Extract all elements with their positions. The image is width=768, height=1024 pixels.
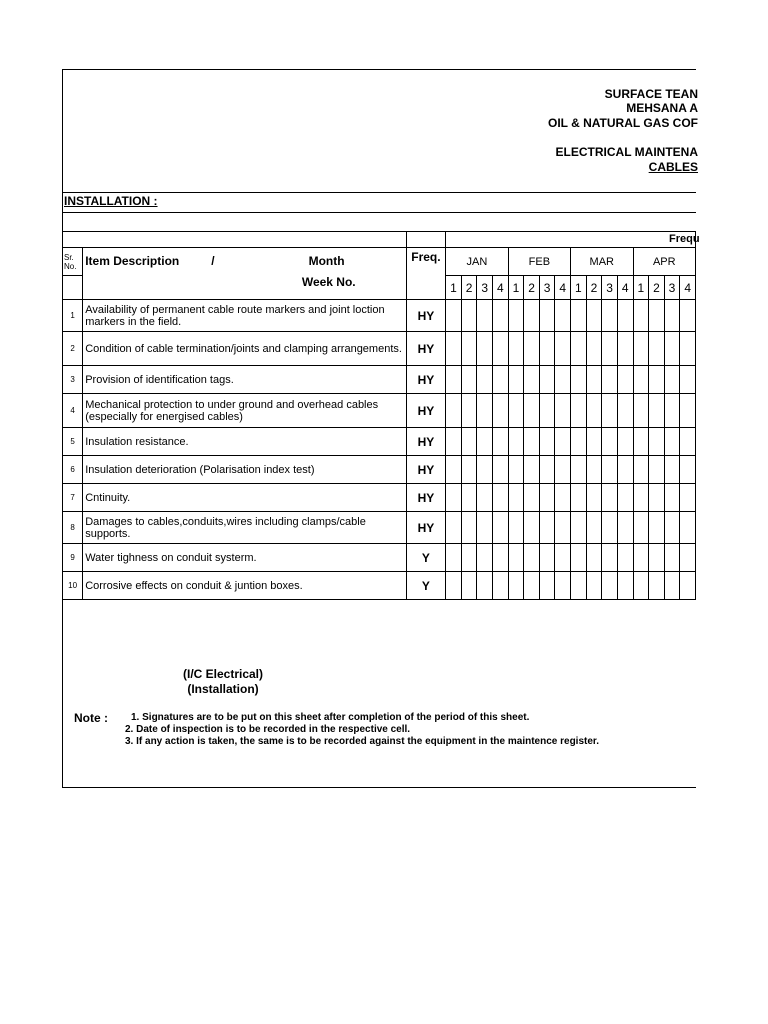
row-frequency: HY (406, 456, 446, 484)
inspection-date-cell[interactable] (680, 484, 696, 512)
month-label: Month (308, 254, 345, 269)
row-frequency: HY (406, 512, 446, 544)
freq-header: Freq. (406, 248, 446, 300)
row-sr-no: 9 (63, 544, 83, 572)
inspection-date-cell[interactable] (493, 572, 509, 600)
inspection-date-cell[interactable] (555, 484, 571, 512)
row-sr-no: 3 (63, 366, 83, 394)
table-row (63, 572, 696, 600)
inspection-date-cell[interactable] (602, 332, 618, 366)
inspection-date-cell[interactable] (477, 428, 493, 456)
inspection-date-cell[interactable] (524, 456, 540, 484)
inspection-date-cell[interactable] (508, 366, 524, 394)
week-number: 1 (633, 276, 649, 300)
inspection-date-cell[interactable] (539, 544, 555, 572)
inspection-date-cell[interactable] (586, 332, 602, 366)
inspection-date-cell[interactable] (477, 484, 493, 512)
sr-no-label: Sr. No. (64, 252, 77, 271)
signature-line-2: (Installation) (187, 682, 259, 696)
inspection-date-cell[interactable] (493, 484, 509, 512)
week-number: 2 (524, 276, 540, 300)
week-number: 4 (555, 276, 571, 300)
inspection-date-cell[interactable] (680, 428, 696, 456)
row-description: Water tighness on conduit systerm. (83, 544, 406, 572)
inspection-date-cell[interactable] (493, 300, 509, 332)
inspection-date-cell[interactable] (586, 544, 602, 572)
row-description: Provision of identification tags. (83, 366, 406, 394)
inspection-date-cell[interactable] (664, 428, 680, 456)
inspection-date-cell[interactable] (680, 300, 696, 332)
table-row (63, 544, 696, 572)
inspection-date-cell[interactable] (649, 332, 665, 366)
note-label: Note : (74, 711, 108, 725)
inspection-date-cell[interactable] (555, 572, 571, 600)
inspection-date-cell[interactable] (602, 428, 618, 456)
inspection-date-cell[interactable] (524, 366, 540, 394)
row-sr-no: 2 (63, 332, 83, 366)
row-frequency: HY (406, 300, 446, 332)
inspection-date-cell[interactable] (571, 572, 587, 600)
week-number: 4 (493, 276, 509, 300)
inspection-date-cell[interactable] (586, 300, 602, 332)
inspection-date-cell[interactable] (617, 366, 633, 394)
row-description: Mechanical protection to under ground and overhead cables (especially for energised cables) (83, 394, 406, 428)
inspection-date-cell[interactable] (649, 300, 665, 332)
blank-cell (406, 232, 446, 248)
row-description: Condition of cable termination/joints and clamping arrangements. (83, 332, 406, 366)
inspection-date-cell[interactable] (477, 332, 493, 366)
inspection-date-cell[interactable] (539, 428, 555, 456)
inspection-date-cell[interactable] (477, 512, 493, 544)
inspection-date-cell[interactable] (571, 300, 587, 332)
inspection-date-cell[interactable] (446, 300, 462, 332)
inspection-date-cell[interactable] (649, 456, 665, 484)
inspection-date-cell[interactable] (602, 456, 618, 484)
inspection-date-cell[interactable] (664, 332, 680, 366)
inspection-date-cell[interactable] (477, 394, 493, 428)
row-frequency: HY (406, 394, 446, 428)
row-sr-no: 4 (63, 394, 83, 428)
inspection-date-cell[interactable] (493, 456, 509, 484)
item-description-header (83, 248, 406, 276)
inspection-date-cell[interactable] (602, 572, 618, 600)
row-frequency: HY (406, 366, 446, 394)
inspection-date-cell[interactable] (555, 300, 571, 332)
frequency-header: Frequ (669, 233, 700, 245)
inspection-date-cell[interactable] (664, 484, 680, 512)
inspection-date-cell[interactable] (493, 366, 509, 394)
week-number: 1 (508, 276, 524, 300)
inspection-date-cell[interactable] (477, 456, 493, 484)
inspection-date-cell[interactable] (649, 572, 665, 600)
month-header-apr: APR (633, 248, 696, 276)
inspection-date-cell[interactable] (617, 300, 633, 332)
week-number: 4 (617, 276, 633, 300)
table-row (63, 456, 696, 484)
row-frequency: Y (406, 544, 446, 572)
inspection-date-cell[interactable] (586, 366, 602, 394)
inspection-date-cell[interactable] (617, 484, 633, 512)
inspection-date-cell[interactable] (571, 512, 587, 544)
inspection-date-cell[interactable] (461, 428, 477, 456)
inspection-date-cell[interactable] (571, 484, 587, 512)
inspection-date-cell[interactable] (680, 544, 696, 572)
inspection-date-cell[interactable] (602, 394, 618, 428)
inspection-date-cell[interactable] (508, 512, 524, 544)
note-item-3: 3. If any action is taken, the same is to be recorded against the equipment in the maintence register. (125, 736, 600, 747)
inspection-date-cell[interactable] (602, 300, 618, 332)
inspection-date-cell[interactable] (571, 428, 587, 456)
week-number: 1 (571, 276, 587, 300)
row-sr-no: 5 (63, 428, 83, 456)
doc-subtitle-wrap (263, 160, 698, 174)
inspection-date-cell[interactable] (461, 512, 477, 544)
inspection-date-cell[interactable] (508, 572, 524, 600)
inspection-date-cell[interactable] (524, 332, 540, 366)
inspection-date-cell[interactable] (539, 484, 555, 512)
checklist-table (63, 231, 696, 600)
org-line-1: SURFACE TEAN (604, 87, 698, 101)
inspection-date-cell[interactable] (602, 484, 618, 512)
inspection-date-cell[interactable] (508, 484, 524, 512)
inspection-date-cell[interactable] (555, 366, 571, 394)
row-sr-no: 10 (63, 572, 83, 600)
inspection-date-cell[interactable] (446, 394, 462, 428)
inspection-date-cell[interactable] (664, 572, 680, 600)
inspection-date-cell[interactable] (539, 394, 555, 428)
inspection-date-cell[interactable] (586, 512, 602, 544)
inspection-date-cell[interactable] (664, 512, 680, 544)
inspection-date-cell[interactable] (524, 428, 540, 456)
inspection-date-cell[interactable] (571, 456, 587, 484)
inspection-date-cell[interactable] (446, 572, 462, 600)
sr-no-header (63, 248, 83, 276)
inspection-date-cell[interactable] (602, 512, 618, 544)
inspection-date-cell[interactable] (524, 394, 540, 428)
inspection-date-cell[interactable] (508, 456, 524, 484)
inspection-date-cell[interactable] (680, 456, 696, 484)
inspection-date-cell[interactable] (446, 544, 462, 572)
row-description: Insulation deterioration (Polarisation index test) (83, 456, 406, 484)
inspection-date-cell[interactable] (649, 484, 665, 512)
inspection-date-cell[interactable] (617, 394, 633, 428)
inspection-date-cell[interactable] (508, 428, 524, 456)
week-number: 2 (586, 276, 602, 300)
week-number: 3 (539, 276, 555, 300)
inspection-date-cell[interactable] (680, 394, 696, 428)
inspection-date-cell[interactable] (571, 544, 587, 572)
inspection-date-cell[interactable] (446, 456, 462, 484)
blank-cell (63, 276, 83, 300)
inspection-date-cell[interactable] (664, 300, 680, 332)
doc-title: ELECTRICAL MAINTENA (555, 145, 698, 159)
divider (63, 212, 696, 213)
week-no-label: Week No. (301, 274, 356, 289)
row-description: Corrosive effects on conduit & juntion boxes. (83, 572, 406, 600)
inspection-date-cell[interactable] (555, 544, 571, 572)
org-line-2: MEHSANA A (626, 101, 698, 115)
week-number: 2 (649, 276, 665, 300)
week-number: 3 (602, 276, 618, 300)
row-sr-no: 6 (63, 456, 83, 484)
inspection-date-cell[interactable] (477, 300, 493, 332)
inspection-date-cell[interactable] (524, 300, 540, 332)
inspection-date-cell[interactable] (586, 394, 602, 428)
week-number: 2 (461, 276, 477, 300)
item-description-label: Item Description (85, 254, 180, 269)
inspection-date-cell[interactable] (555, 512, 571, 544)
week-number: 3 (477, 276, 493, 300)
inspection-date-cell[interactable] (633, 456, 649, 484)
row-sr-no: 7 (63, 484, 83, 512)
inspection-date-cell[interactable] (617, 332, 633, 366)
table-row (63, 428, 696, 456)
week-number: 3 (664, 276, 680, 300)
blank-cell (63, 232, 406, 248)
inspection-date-cell[interactable] (493, 332, 509, 366)
inspection-date-cell[interactable] (602, 544, 618, 572)
inspection-date-cell[interactable] (664, 544, 680, 572)
inspection-date-cell[interactable] (586, 484, 602, 512)
inspection-date-cell[interactable] (633, 572, 649, 600)
row-description: Availability of permanent cable route markers and joint loction markers in the field. (83, 300, 406, 332)
row-frequency: HY (406, 484, 446, 512)
inspection-date-cell[interactable] (633, 484, 649, 512)
inspection-date-cell[interactable] (633, 544, 649, 572)
inspection-date-cell[interactable] (461, 544, 477, 572)
inspection-date-cell[interactable] (446, 484, 462, 512)
inspection-date-cell[interactable] (586, 572, 602, 600)
inspection-date-cell[interactable] (571, 394, 587, 428)
inspection-date-cell[interactable] (664, 394, 680, 428)
inspection-date-cell[interactable] (602, 366, 618, 394)
frequency-band (446, 232, 696, 248)
inspection-date-cell[interactable] (446, 428, 462, 456)
inspection-date-cell[interactable] (461, 332, 477, 366)
inspection-date-cell[interactable] (539, 512, 555, 544)
inspection-date-cell[interactable] (555, 428, 571, 456)
inspection-date-cell[interactable] (493, 512, 509, 544)
inspection-date-cell[interactable] (571, 332, 587, 366)
inspection-date-cell[interactable] (508, 332, 524, 366)
inspection-date-cell[interactable] (617, 572, 633, 600)
inspection-date-cell[interactable] (461, 572, 477, 600)
inspection-date-cell[interactable] (633, 394, 649, 428)
inspection-date-cell[interactable] (493, 394, 509, 428)
inspection-date-cell[interactable] (477, 544, 493, 572)
month-header-mar: MAR (571, 248, 633, 276)
inspection-date-cell[interactable] (446, 512, 462, 544)
table-row (63, 484, 696, 512)
row-sr-no: 8 (63, 512, 83, 544)
note-item-1: 1. Signatures are to be put on this sheet after completion of the period of this sheet. (131, 712, 530, 723)
row-frequency: HY (406, 332, 446, 366)
inspection-date-cell[interactable] (493, 428, 509, 456)
month-header-feb: FEB (508, 248, 570, 276)
inspection-date-cell[interactable] (477, 366, 493, 394)
inspection-date-cell[interactable] (617, 544, 633, 572)
table-row (63, 332, 696, 366)
signature-block (153, 667, 293, 697)
inspection-date-cell[interactable] (524, 544, 540, 572)
inspection-date-cell[interactable] (555, 332, 571, 366)
doc-subtitle: CABLES (648, 160, 698, 174)
inspection-date-cell[interactable] (539, 300, 555, 332)
inspection-date-cell[interactable] (539, 366, 555, 394)
inspection-date-cell[interactable] (508, 544, 524, 572)
inspection-date-cell[interactable] (664, 366, 680, 394)
inspection-date-cell[interactable] (649, 512, 665, 544)
inspection-date-cell[interactable] (508, 394, 524, 428)
inspection-date-cell[interactable] (633, 332, 649, 366)
inspection-date-cell[interactable] (524, 512, 540, 544)
inspection-date-cell[interactable] (524, 484, 540, 512)
row-description: Damages to cables,conduits,wires including clamps/cable supports. (83, 512, 406, 544)
inspection-date-cell[interactable] (680, 572, 696, 600)
week-number: 1 (446, 276, 462, 300)
inspection-date-cell[interactable] (649, 428, 665, 456)
table-row (63, 366, 696, 394)
inspection-date-cell[interactable] (539, 332, 555, 366)
installation-label: INSTALLATION : (64, 194, 158, 208)
inspection-date-cell[interactable] (493, 544, 509, 572)
inspection-date-cell[interactable] (508, 300, 524, 332)
inspection-date-cell[interactable] (680, 332, 696, 366)
inspection-date-cell[interactable] (586, 456, 602, 484)
row-frequency: Y (406, 572, 446, 600)
inspection-date-cell[interactable] (571, 366, 587, 394)
note-item-2: 2. Date of inspection is to be recorded in the respective cell. (125, 724, 411, 735)
inspection-date-cell[interactable] (555, 394, 571, 428)
inspection-date-cell[interactable] (633, 512, 649, 544)
signature-line-1: (I/C Electrical) (182, 667, 264, 681)
inspection-date-cell[interactable] (539, 456, 555, 484)
week-no-header (83, 276, 406, 300)
inspection-date-cell[interactable] (539, 572, 555, 600)
inspection-date-cell[interactable] (461, 366, 477, 394)
table-row (63, 300, 696, 332)
table-row (63, 512, 696, 544)
inspection-date-cell[interactable] (446, 332, 462, 366)
inspection-date-cell[interactable] (617, 428, 633, 456)
inspection-date-cell[interactable] (649, 394, 665, 428)
row-frequency: HY (406, 428, 446, 456)
inspection-date-cell[interactable] (633, 300, 649, 332)
inspection-date-cell[interactable] (680, 366, 696, 394)
inspection-date-cell[interactable] (680, 512, 696, 544)
inspection-date-cell[interactable] (617, 456, 633, 484)
inspection-date-cell[interactable] (461, 394, 477, 428)
inspection-date-cell[interactable] (446, 366, 462, 394)
inspection-date-cell[interactable] (461, 484, 477, 512)
divider (63, 192, 696, 193)
inspection-date-cell[interactable] (664, 456, 680, 484)
table-row (63, 394, 696, 428)
row-sr-no: 1 (63, 300, 83, 332)
row-description: Insulation resistance. (83, 428, 406, 456)
slash-label: / (211, 254, 215, 269)
inspection-date-cell[interactable] (586, 428, 602, 456)
inspection-date-cell[interactable] (617, 512, 633, 544)
org-line-3: OIL & NATURAL GAS COF (548, 116, 698, 130)
inspection-date-cell[interactable] (649, 544, 665, 572)
inspection-date-cell[interactable] (461, 300, 477, 332)
inspection-date-cell[interactable] (633, 428, 649, 456)
inspection-date-cell[interactable] (477, 572, 493, 600)
inspection-date-cell[interactable] (649, 366, 665, 394)
month-header-jan: JAN (446, 248, 508, 276)
maintenance-sheet (62, 69, 700, 788)
week-number: 4 (680, 276, 696, 300)
inspection-date-cell[interactable] (555, 456, 571, 484)
inspection-date-cell[interactable] (633, 366, 649, 394)
inspection-date-cell[interactable] (524, 572, 540, 600)
inspection-date-cell[interactable] (461, 456, 477, 484)
row-description: Cntinuity. (83, 484, 406, 512)
